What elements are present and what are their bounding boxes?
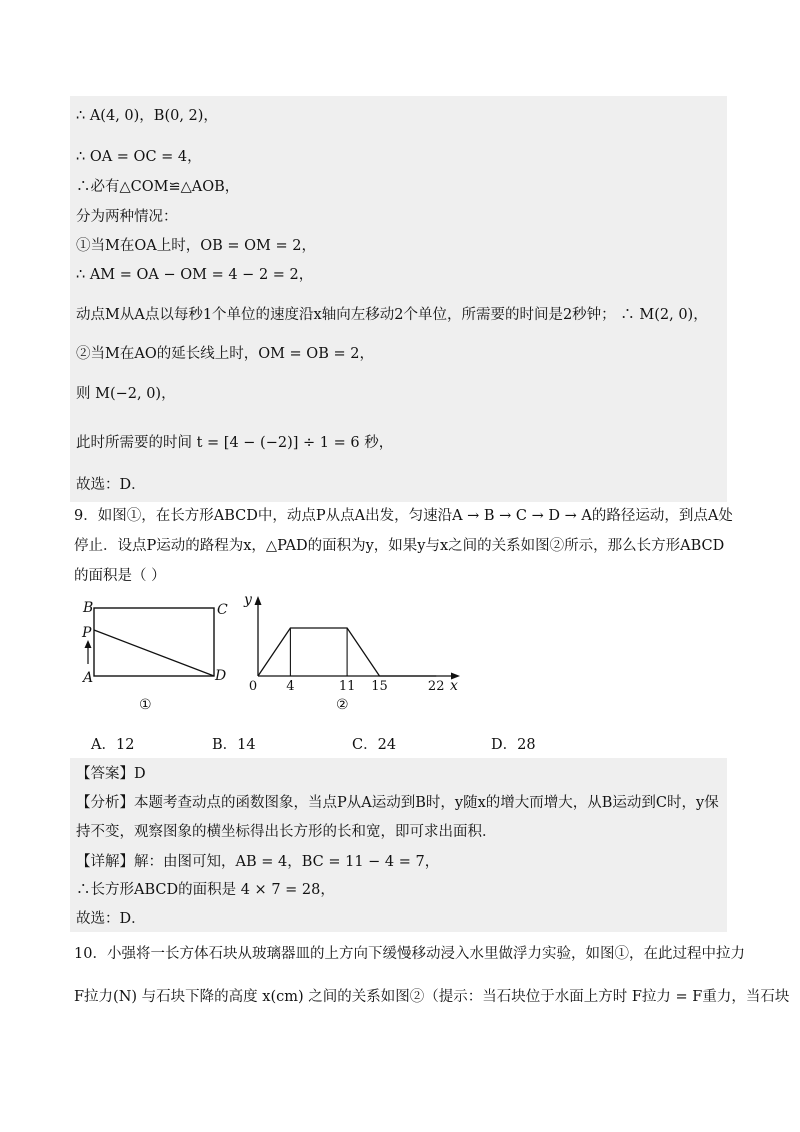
option-d[interactable]: D．28 xyxy=(491,737,536,753)
answer9-line-6: 故选：D． xyxy=(76,911,146,927)
label-d: D xyxy=(215,668,227,684)
solution-line-7: 动点M从A点以每秒1个单位的速度沿x轴向左移动2个单位，所需要的时间是2秒钟； ∴ M(2, 0)， xyxy=(76,307,708,323)
y-axis-label: y xyxy=(244,592,252,608)
x-tick-label-4: 4 xyxy=(286,679,295,694)
figure2-caption: ② xyxy=(336,697,349,713)
arrow-up-icon xyxy=(85,640,92,648)
solution-line-2: ∴ OA = OC = 4， xyxy=(76,149,202,165)
label-b: B xyxy=(83,600,94,616)
answer9-line-2: 【分析】本题考查动点的函数图象，当点P从A运动到B时，y随x的增大而增大，从B运动到C时，y保 xyxy=(76,795,719,811)
label-c: C xyxy=(217,602,228,618)
figure1-caption: ① xyxy=(139,697,152,713)
solution-line-9: 则 M(−2, 0)， xyxy=(76,386,176,402)
question9-line-1: 9．如图①，在长方形ABCD中，动点P从点A出发，匀速沿A → B → C → D → A的路径运动，到点A处 xyxy=(74,508,733,524)
answer-block xyxy=(70,758,727,932)
label-a: A xyxy=(83,670,94,686)
x-tick-label-15: 15 xyxy=(371,679,388,694)
solution-line-1: ∴ A(4, 0)，B(0, 2)， xyxy=(76,108,218,124)
x-tick-label-0: 0 xyxy=(248,679,258,694)
answer9-line-5: ∴长方形ABCD的面积是 4 × 7 = 28， xyxy=(76,882,335,898)
figure-rectangle xyxy=(74,592,244,722)
question9-line-3: 的面积是（ ） xyxy=(74,568,166,584)
y-axis-arrow-icon xyxy=(255,596,262,605)
solution-line-5: ①当M在OA上时，OB = OM = 2， xyxy=(76,238,316,254)
x-axis-label: x xyxy=(450,678,458,694)
solution-line-8: ②当M在AO的延长线上时，OM = OB = 2， xyxy=(76,346,374,362)
solution-line-6: ∴ AM = OA − OM = 4 − 2 = 2， xyxy=(76,267,314,283)
option-c[interactable]: C．24 xyxy=(352,737,397,753)
x-tick-label-11: 11 xyxy=(338,679,356,694)
solution-line-10: 此时所需要的时间 t = [4 − (−2)] ÷ 1 = 6 秒， xyxy=(76,435,394,451)
label-p: P xyxy=(82,625,92,641)
answer9-line-4: 【详解】解：由图可知，AB = 4，BC = 11 − 4 = 7， xyxy=(76,854,440,870)
solution-line-3: ∴必有△COM≌△AOB， xyxy=(76,179,240,195)
rectangle-abcd xyxy=(94,608,214,676)
answer9-line-1: 【答案】D xyxy=(76,766,146,782)
question10-line-2: F拉力(N) 与石块下降的高度 x(cm) 之间的关系如图②（提示：当石块位于水面上方时 F拉力 = F重力，当石块 xyxy=(74,989,790,1005)
x-tick-label-22: 22 xyxy=(427,679,445,694)
question10-line-1: 10．小强将一长方体石块从玻璃器皿的上方向下缓慢移动浸入水里做浮力实验，如图①，在此过程中拉力 xyxy=(74,946,745,962)
segment-pd xyxy=(94,630,214,676)
question9-line-2: 停止．设点P运动的路程为x，△PAD的面积为y，如果y与x之间的关系如图②所示，那么长方形ABCD xyxy=(74,538,725,554)
solution-line-4: 分为两种情况： xyxy=(76,209,178,225)
answer9-line-3: 持不变，观察图象的横坐标得出长方形的长和宽，即可求出面积． xyxy=(76,824,497,840)
option-a[interactable]: A．12 xyxy=(91,737,135,753)
solution-line-11: 故选：D． xyxy=(76,477,146,493)
figure-graph xyxy=(242,588,472,722)
option-b[interactable]: B．14 xyxy=(212,737,256,753)
